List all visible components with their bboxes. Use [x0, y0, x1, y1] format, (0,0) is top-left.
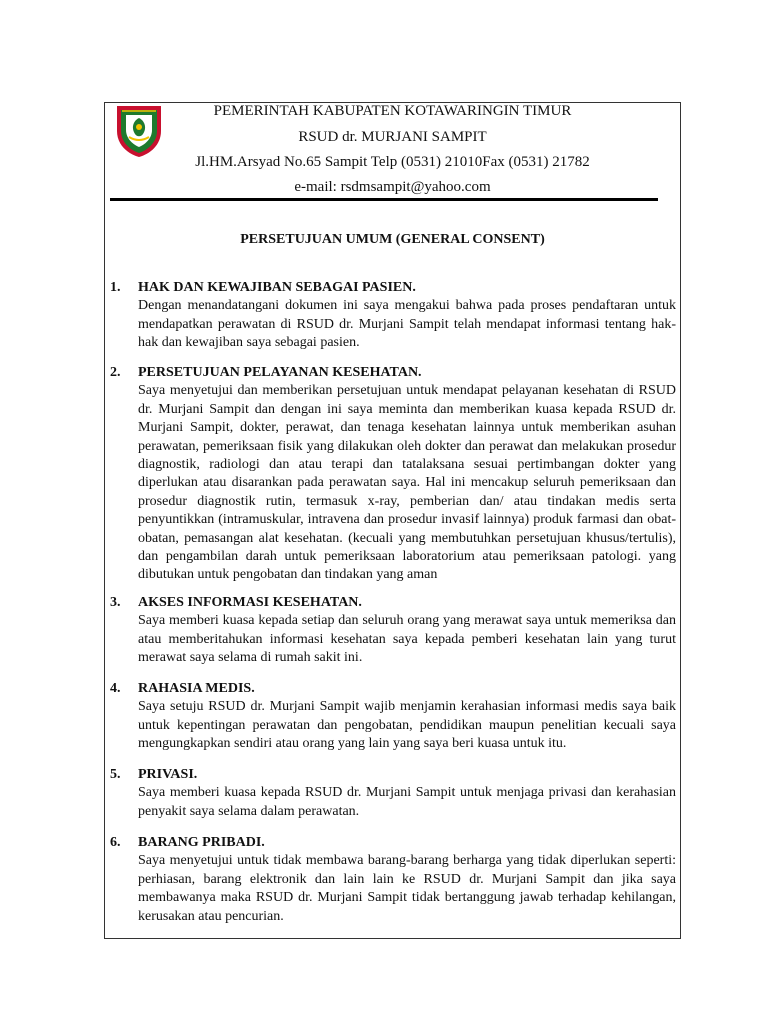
section-privacy [110, 766, 676, 821]
header-divider [110, 198, 658, 201]
header-email: e-mail: rsdmsampit@yahoo.com [294, 179, 491, 195]
section-body: Dengan menandatangani dokumen ini saya mengakui bahwa pada proses pendaftaran untuk mendapatkan perawatan di RSUD dr. Murjani Sampit telah mendapat informasi tentang hak-hak dan kewajiban saya sebagai pasien. [138, 298, 676, 351]
header-address: Jl.HM.Arsyad No.65 Sampit Telp (0531) 21010Fax (0531) 21782 [195, 154, 590, 170]
section-patient-rights [110, 279, 676, 353]
section-body: Saya menyetujui untuk tidak membawa barang-barang berharga yang tidak diperlukan seperti: perhiasan, barang elektronik dan lain lain ke RSUD dr. Murjani Sampit dan jika saya membawanya maka RSUD dr. Murjani Sampit tidak bertanggung jawab terhadap kehilangan, kerusakan atau pencurian. [138, 853, 676, 924]
section-body: Saya menyetujui dan memberikan persetujuan untuk mendapat pelayanan kesehatan di RSUD dr. Murjani Sampit dan dengan ini saya meminta dan memberikan kuasa kepada RSUD dr. Murjani Sampit, dokter, perawat, dan tenaga kesehatan lainnya untuk memberikan asuhan perawatan, pemeriksaan fisik yang dilakukan oleh dokter dan perawat dan melakukan prosedur diagnostik, radiologi dan atau terapi dan tatalaksana sesuai pertimbangan dokter yang diperlukan atau disarankan pada perawatan saya. Hal ini mencakup seluruh pemeriksaan dan prosedur diagnostik rutin, termasuk x-ray, pemberian dan/ atau tindakan medis serta penyuntikkan (intramuskular, intravena dan prosedur invasif lainnya) produk farmasi dan obat-obatan, pemasangan alat kesehatan. (kecuali yang membutuhkan persetujuan khusus/tertulis), dan pengambilan darah untuk pemeriksaan laboratorium atau pemeriksaan patologi. yang dibutukan untuk pengobatan dan tindakan yang aman [138, 383, 676, 583]
section-health-service-consent [110, 364, 676, 585]
section-body: Saya memberi kuasa kepada RSUD dr. Murjani Sampit untuk menjaga privasi dan kerahasian penyakit saya selama dalam perawatan. [138, 785, 676, 819]
section-medical-confidentiality [110, 680, 676, 754]
section-number: 4. [110, 681, 121, 696]
header-hospital-name: RSUD dr. MURJANI SAMPIT [298, 129, 487, 145]
section-body: Saya setuju RSUD dr. Murjani Sampit wajib menjamin kerahasian informasi medis saya baik untuk kepentingan perawatan dan pengobatan, pendidikan maupun penelitian kecuali saya mengungkapkan sendiri atau orang yang lain yang saya beri kuasa untuk itu. [138, 699, 676, 752]
section-title: RAHASIA MEDIS. [138, 681, 255, 696]
section-body: Saya memberi kuasa kepada setiap dan seluruh orang yang merawat saya untuk memeriksa dan atau memberitahukan informasi kesehatan saya kepada pemberi kesehatan lain yang turut merawat saya selama di rumah sakit ini. [138, 613, 676, 666]
document-title: PERSETUJUAN UMUM (GENERAL CONSENT) [240, 232, 545, 247]
section-title: PERSETUJUAN PELAYANAN KESEHATAN. [138, 365, 422, 380]
section-number: 2. [110, 365, 121, 380]
section-number: 6. [110, 835, 121, 850]
section-health-info-access [110, 594, 676, 668]
section-title: HAK DAN KEWAJIBAN SEBAGAI PASIEN. [138, 280, 416, 295]
section-number: 5. [110, 767, 121, 782]
section-number: 1. [110, 280, 121, 295]
section-personal-belongings [110, 834, 676, 926]
section-title: PRIVASI. [138, 767, 198, 782]
section-title: BARANG PRIBADI. [138, 835, 265, 850]
section-title: AKSES INFORMASI KESEHATAN. [138, 595, 362, 610]
section-number: 3. [110, 595, 121, 610]
header-government: PEMERINTAH KABUPATEN KOTAWARINGIN TIMUR [213, 103, 572, 119]
